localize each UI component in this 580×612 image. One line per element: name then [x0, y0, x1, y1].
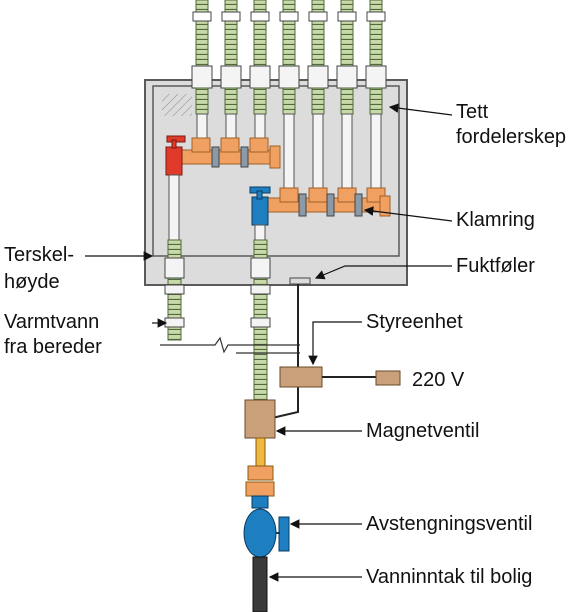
shutoff-valve — [244, 509, 276, 557]
label-voltage: 220 V — [412, 369, 465, 391]
cabinet-window — [162, 94, 192, 116]
label-hot-water-line2: fra bereder — [4, 336, 102, 358]
solenoid-valve — [245, 400, 275, 438]
control-unit — [280, 367, 322, 387]
sensor-wire — [272, 284, 298, 418]
moisture-sensor — [290, 278, 310, 284]
red-valve — [166, 147, 182, 175]
label-moisture-sensor: Fuktføler — [456, 255, 535, 277]
label-cabinet-line1: Tett — [456, 101, 489, 123]
label-shutoff-valve: Avstengningsventil — [366, 513, 533, 535]
leader-control — [313, 322, 362, 364]
blue-valve — [252, 197, 268, 225]
power-plug — [376, 371, 400, 385]
label-threshold-line2: høyde — [4, 271, 60, 293]
label-water-intake: Vanninntak til bolig — [366, 566, 533, 588]
label-control-unit: Styreenhet — [366, 311, 463, 333]
cabinet — [145, 80, 407, 285]
cabinet-top-couplings — [192, 66, 386, 88]
label-clamp-ring: Klamring — [456, 209, 535, 231]
inlet-pipe — [253, 557, 267, 612]
label-cabinet-line2: fordelerskep — [456, 126, 567, 148]
label-threshold-line1: Terskel- — [4, 244, 75, 266]
label-solenoid-valve: Magnetventil — [366, 420, 480, 442]
label-hot-water-line1: Varmtvann — [4, 311, 100, 333]
